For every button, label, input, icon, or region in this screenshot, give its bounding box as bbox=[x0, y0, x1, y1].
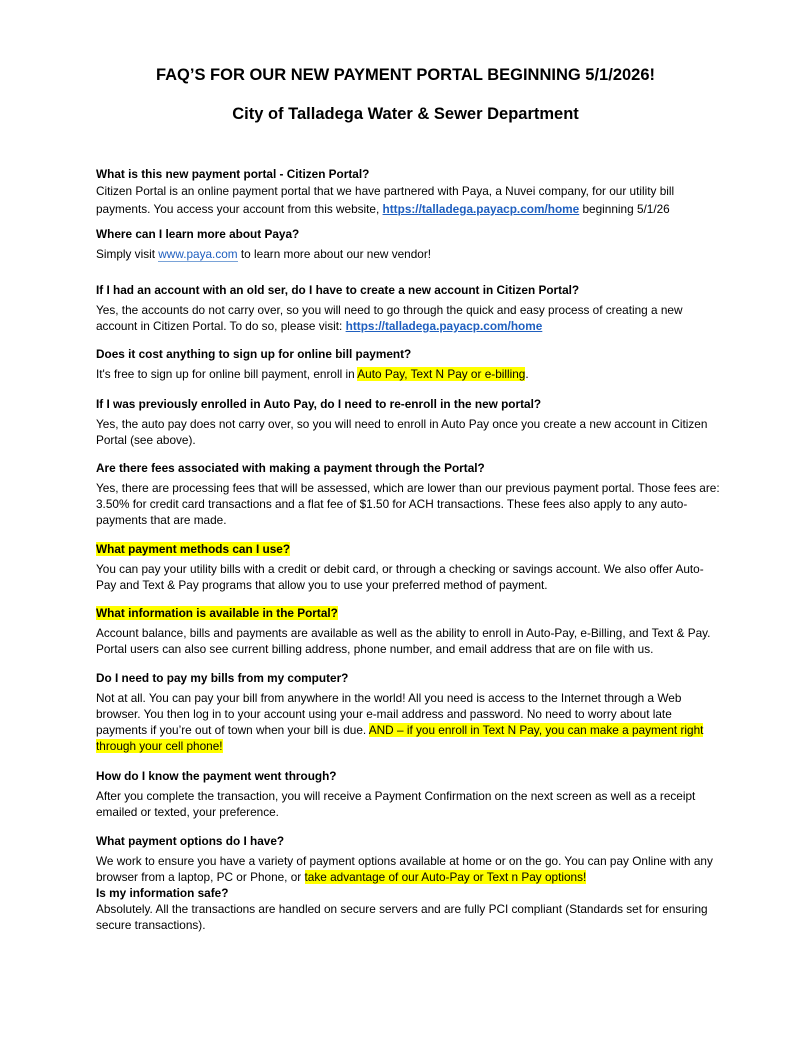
highlighted-text: Auto Pay, Text N Pay or e-billing bbox=[357, 367, 526, 381]
faq-item-computer bbox=[96, 670, 721, 754]
faq-answer: After you complete the transaction, you will receive a Payment Confirmation on the next screen as well as a receipt emailed or texted, your preference. bbox=[96, 789, 696, 819]
faq-item-old-account bbox=[96, 282, 721, 334]
faq-item-information bbox=[96, 605, 721, 657]
faq-item-paya bbox=[96, 226, 721, 262]
answer-text: beginning 5/1/26 bbox=[579, 202, 670, 216]
answer-text: to learn more about our new vendor! bbox=[237, 247, 432, 261]
answer-text: Yes, the accounts do not carry over, so you will need to go through the quick and easy process of creating a new account in Citizen Portal. To do so, please visit: bbox=[96, 303, 683, 333]
faq-answer bbox=[96, 366, 721, 382]
faq-question: What is this new payment portal - Citizen Portal? bbox=[96, 167, 370, 181]
faq-question: Is my information safe? bbox=[96, 886, 229, 900]
faq-question: Does it cost anything to sign up for online bill payment? bbox=[96, 347, 412, 361]
faq-item-confirmation bbox=[96, 768, 721, 820]
faq-answer: Yes, there are processing fees that will be assessed, which are lower than our previous payment portal. Those fees are: 3.50% for credit card transactions and a flat fee of $1.50 for ACH transactions. These fees also apply to any auto-payments that are made. bbox=[96, 481, 720, 527]
faq-answer: Absolutely. All the transactions are handled on secure servers and are fully PCI compliant (Standards set for ensuring secure transactions). bbox=[96, 902, 708, 932]
paya-link[interactable]: www.paya.com bbox=[158, 247, 238, 261]
answer-text: Not at all. You can pay your bill from anywhere in the world! All you need is access to the Internet through a Web browser. You then log in to your account using your e-mail address and password. No need to worry about late payments if you’re out of town when your bill is due. bbox=[96, 691, 682, 737]
highlighted-text: AND – if you enroll in Text N Pay, you can make a payment right through your cell phone! bbox=[96, 723, 704, 753]
faq-answer bbox=[96, 182, 721, 218]
answer-text: Simply visit bbox=[96, 247, 159, 261]
highlighted-text: take advantage of our Auto-Pay or Text n Pay options! bbox=[304, 870, 587, 884]
answer-text: Citizen Portal is an online payment portal that we have partnered with Paya, a Nuvei company, for our utility bill payments. You access your account from this website, bbox=[96, 184, 675, 216]
faq-question: If I had an account with an old ser, do I have to create a new account in Citizen Portal? bbox=[96, 283, 580, 297]
portal-link[interactable]: https://talladega.payacp.com/home bbox=[382, 202, 580, 216]
portal-link[interactable]: https://talladega.payacp.com/home bbox=[345, 319, 543, 333]
answer-text: It's free to sign up for online bill payment, enroll in bbox=[96, 367, 358, 381]
faq-question: How do I know the payment went through? bbox=[96, 769, 337, 783]
faq-question bbox=[96, 541, 721, 557]
faq-answer: You can pay your utility bills with a credit or debit card, or through a checking or savings account. We also offer Auto-Pay and Text & Pay programs that allow you to use your preferred method of payment. bbox=[96, 562, 704, 592]
faq-answer: Yes, the auto pay does not carry over, so you will need to enroll in Auto Pay once you create a new account in Citizen Portal (see above). bbox=[96, 417, 708, 447]
faq-question: Where can I learn more about Paya? bbox=[96, 227, 300, 241]
faq-answer bbox=[96, 246, 721, 262]
faq-question: Are there fees associated with making a payment through the Portal? bbox=[96, 461, 485, 475]
faq-question: Do I need to pay my bills from my computer? bbox=[96, 671, 349, 685]
faq-item-options bbox=[96, 833, 721, 933]
faq-item-cost bbox=[96, 346, 721, 382]
faq-question bbox=[96, 605, 721, 621]
page-title: FAQ’S FOR OUR NEW PAYMENT PORTAL BEGINNING 5/1/2026! bbox=[155, 66, 656, 84]
faq-question: If I was previously enrolled in Auto Pay, do I need to re-enroll in the new portal? bbox=[96, 397, 542, 411]
answer-text: . bbox=[525, 367, 529, 381]
faq-item-fees bbox=[96, 460, 721, 528]
faq-answer: Account balance, bills and payments are available as well as the ability to enroll in Auto-Pay, e-Billing, and Text & Pay. Portal users can also see current billing address, phone number, and email address that are on file with us. bbox=[96, 626, 711, 656]
faq-item-methods bbox=[96, 541, 721, 593]
faq-answer bbox=[96, 853, 721, 885]
faq-answer bbox=[96, 690, 721, 754]
faq-item-portal bbox=[96, 166, 721, 218]
faq-item-auto-pay bbox=[96, 396, 721, 448]
answer-text: We work to ensure you have a variety of payment options available at home or on the go. You can pay Online with any browser from a laptop, PC or Phone, or bbox=[96, 854, 713, 884]
faq-question: What payment options do I have? bbox=[96, 834, 285, 848]
highlighted-question: What information is available in the Portal? bbox=[96, 606, 338, 620]
page-subtitle: City of Talladega Water & Sewer Department bbox=[232, 105, 579, 123]
highlighted-question: What payment methods can I use? bbox=[96, 542, 291, 556]
faq-answer bbox=[96, 302, 721, 334]
